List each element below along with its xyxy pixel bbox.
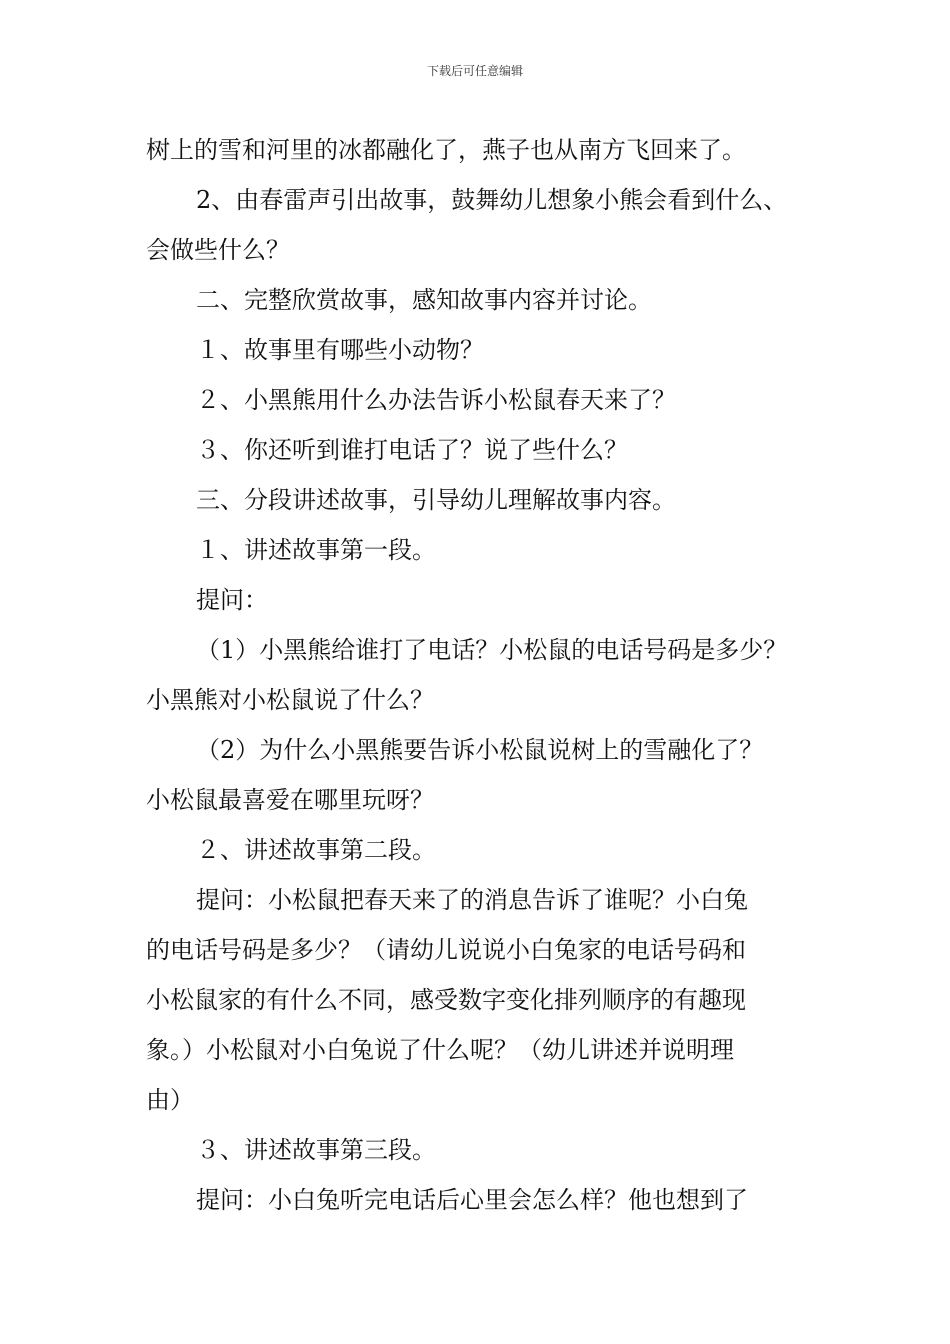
- paragraph-line: 树上的雪和河里的冰都融化了，燕子也从南方飞回来了。: [146, 136, 746, 164]
- paragraph-line: 小松鼠最喜爱在哪里玩呀？: [146, 786, 434, 814]
- list-item: ２、讲述故事第二段。: [196, 836, 436, 864]
- list-item: １、讲述故事第一段。: [196, 536, 436, 564]
- paragraph-line: 2、由春雷声引出故事，鼓舞幼儿想象小熊会看到什么、: [196, 186, 788, 214]
- paragraph-line: （2）为什么小黑熊要告诉小松鼠说树上的雪融化了？: [196, 736, 764, 764]
- section-heading: 三、分段讲述故事，引导幼儿理解故事内容。: [196, 486, 676, 514]
- list-item: ３、讲述故事第三段。: [196, 1136, 436, 1164]
- paragraph-line: 由）: [146, 1086, 194, 1114]
- paragraph-line: 象。）小松鼠对小白兔说了什么呢？（幼儿讲述并说明理: [146, 1036, 734, 1064]
- paragraph-line: （1）小黑熊给谁打了电话？小松鼠的电话号码是多少？: [196, 636, 788, 664]
- page-header: 下载后可任意编辑: [426, 64, 523, 78]
- paragraph-line: 提问：小松鼠把春天来了的消息告诉了谁呢？小白兔: [196, 886, 748, 914]
- paragraph-line: 小松鼠家的有什么不同，感受数字变化排列顺序的有趣现: [146, 986, 746, 1014]
- list-item: １、故事里有哪些小动物？: [196, 336, 484, 364]
- paragraph-line: 小黑熊对小松鼠说了什么？: [146, 686, 434, 714]
- paragraph-line: 的电话号码是多少？（请幼儿说说小白兔家的电话号码和: [146, 936, 746, 964]
- list-item: ２、小黑熊用什么办法告诉小松鼠春天来了？: [196, 386, 676, 414]
- paragraph-line: 提问：: [196, 586, 268, 614]
- list-item: ３、你还听到谁打电话了？说了些什么？: [196, 436, 628, 464]
- section-heading: 二、完整欣赏故事，感知故事内容并讨论。: [196, 286, 652, 314]
- paragraph-line: 提问：小白兔听完电话后心里会怎么样？他也想到了: [196, 1186, 748, 1214]
- paragraph-line: 会做些什么？: [146, 236, 290, 264]
